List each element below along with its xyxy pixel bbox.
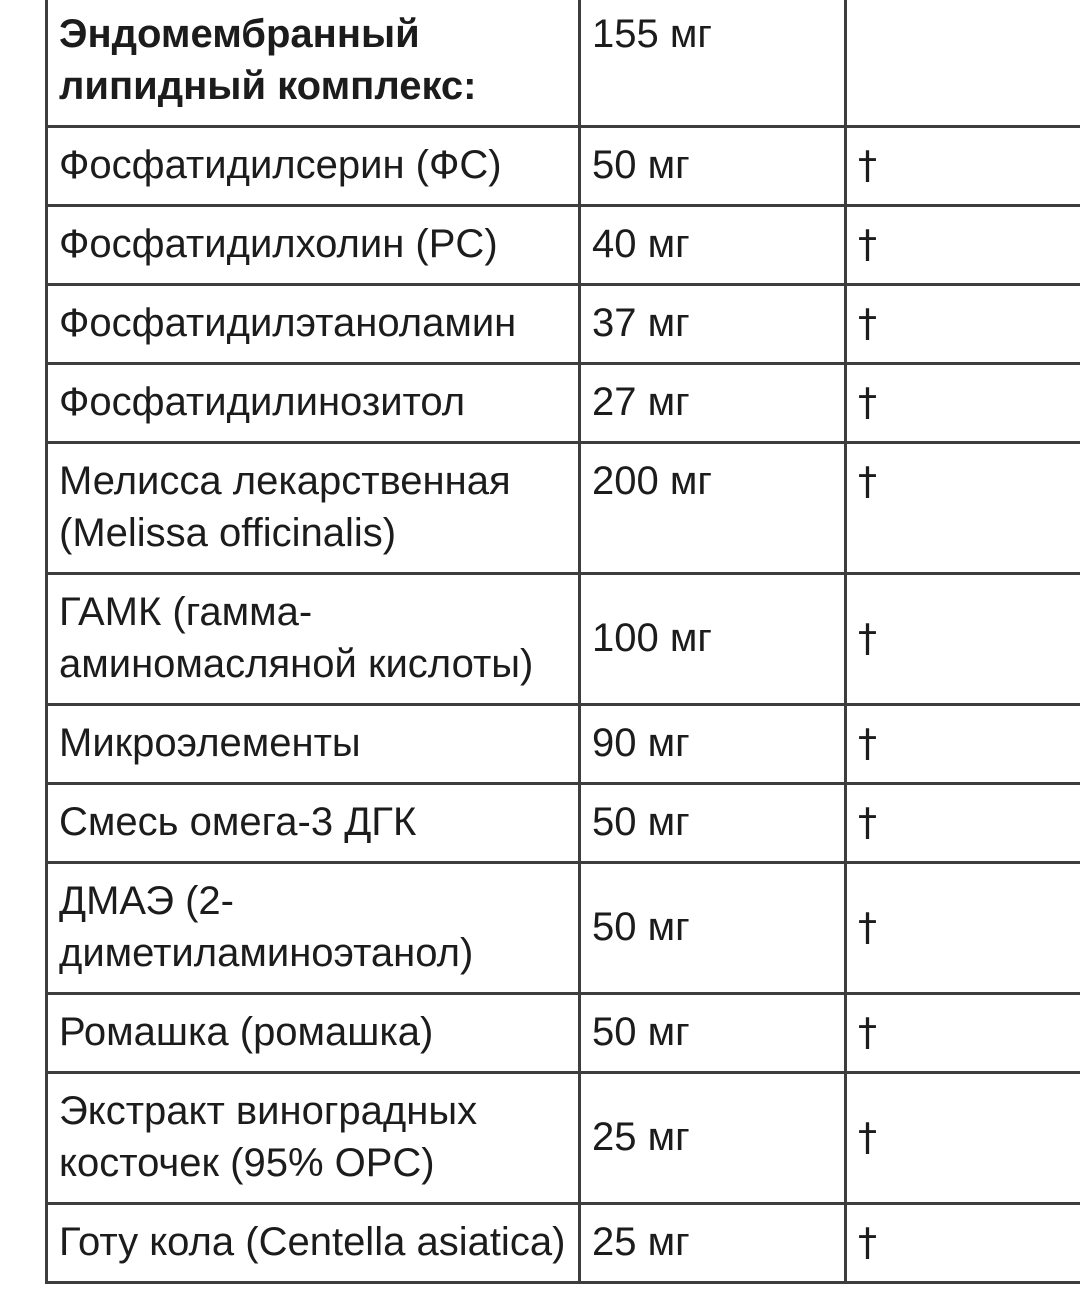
ingredient-name: ГАМК (гамма-аминомасляной кислоты) — [47, 574, 580, 705]
daily-value-mark: † — [846, 994, 1080, 1073]
ingredient-name: Фосфатидилсерин (ФС) — [47, 127, 580, 206]
ingredient-name: Ромашка (ромашка) — [47, 994, 580, 1073]
ingredient-name: Фосфатидилинозитол — [47, 364, 580, 443]
ingredient-name: ДМАЭ (2-диметиламиноэтанол) — [47, 863, 580, 994]
table-row — [47, 285, 1080, 364]
ingredient-amount: 200 мг — [580, 443, 846, 574]
table-row — [47, 1204, 1080, 1283]
ingredient-amount: 40 мг — [580, 206, 846, 285]
ingredient-amount: 50 мг — [580, 784, 846, 863]
table-row — [47, 705, 1080, 784]
ingredient-amount: 25 мг — [580, 1073, 846, 1204]
table-row — [47, 443, 1080, 574]
daily-value-mark: † — [846, 705, 1080, 784]
daily-value-mark: † — [846, 285, 1080, 364]
daily-value-mark: † — [846, 206, 1080, 285]
daily-value-mark: † — [846, 784, 1080, 863]
ingredient-name: Фосфатидилхолин (PC) — [47, 206, 580, 285]
ingredient-name: Смесь омега-3 ДГК — [47, 784, 580, 863]
ingredient-amount: 50 мг — [580, 994, 846, 1073]
ingredient-name: Готу кола (Centella asiatica) — [47, 1204, 580, 1283]
daily-value-mark: † — [846, 443, 1080, 574]
daily-value-mark: † — [846, 364, 1080, 443]
ingredient-amount: 90 мг — [580, 705, 846, 784]
table-row — [47, 994, 1080, 1073]
ingredient-name: Мелисса лекарственная (Melissa officinalis) — [47, 443, 580, 574]
daily-value-mark: † — [846, 1073, 1080, 1204]
table-row — [47, 364, 1080, 443]
daily-value-mark: † — [846, 863, 1080, 994]
ingredient-amount: 50 мг — [580, 127, 846, 206]
ingredient-name: Эндомембранный липидный комплекс: — [47, 0, 580, 127]
table-row — [47, 863, 1080, 994]
ingredient-amount: 27 мг — [580, 364, 846, 443]
daily-value-mark — [846, 0, 1080, 127]
table-row — [47, 784, 1080, 863]
ingredient-amount: 50 мг — [580, 863, 846, 994]
daily-value-mark: † — [846, 1204, 1080, 1283]
ingredient-amount: 100 мг — [580, 574, 846, 705]
ingredient-amount: 155 мг — [580, 0, 846, 127]
ingredient-amount: 25 мг — [580, 1204, 846, 1283]
ingredient-name: Экстракт виноградных косточек (95% OPC) — [47, 1073, 580, 1204]
ingredient-name: Микроэлементы — [47, 705, 580, 784]
table-row — [47, 1073, 1080, 1204]
daily-value-mark: † — [846, 127, 1080, 206]
table-row — [47, 574, 1080, 705]
ingredients-table — [45, 0, 1080, 1284]
table-row — [47, 127, 1080, 206]
table-row — [47, 206, 1080, 285]
ingredient-name: Фосфатидилэтаноламин — [47, 285, 580, 364]
table-row — [47, 0, 1080, 127]
daily-value-mark: † — [846, 574, 1080, 705]
ingredient-amount: 37 мг — [580, 285, 846, 364]
